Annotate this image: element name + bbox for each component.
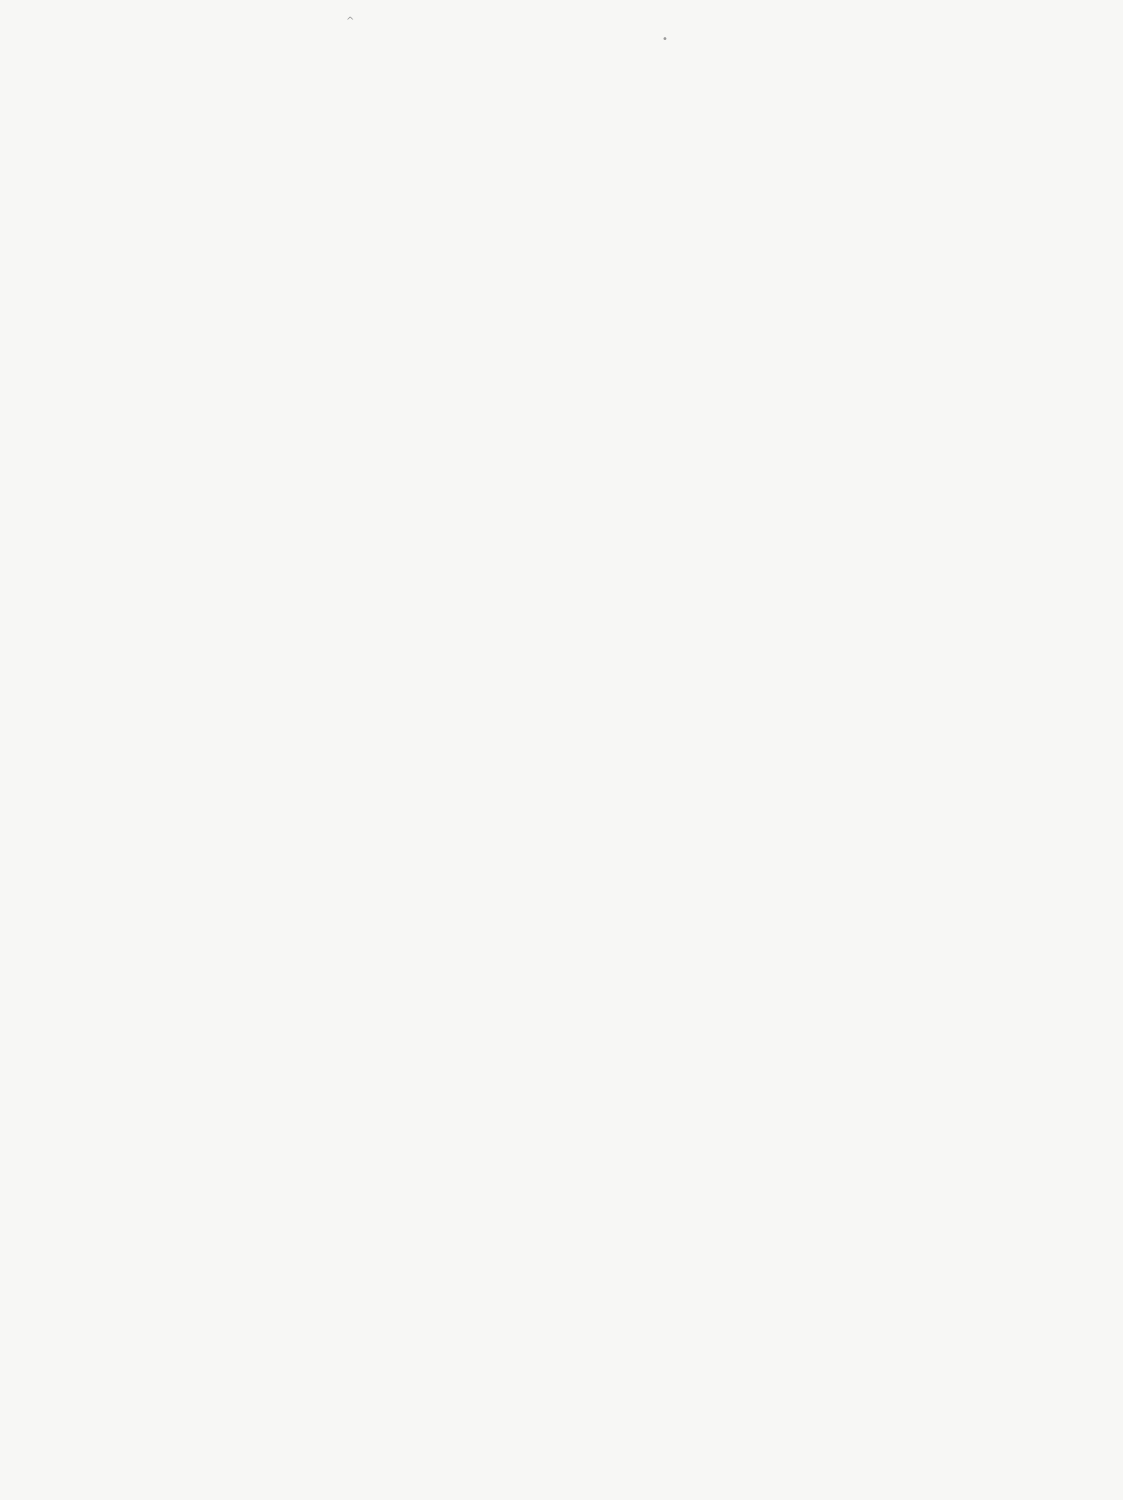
section-heading-line-1 xyxy=(158,104,1006,137)
scan-mark: ^ xyxy=(346,16,355,27)
section-heading-line-2 xyxy=(158,137,1006,170)
section-heading xyxy=(158,104,1006,170)
page-text xyxy=(158,92,1006,182)
scan-dot: • xyxy=(662,34,668,45)
